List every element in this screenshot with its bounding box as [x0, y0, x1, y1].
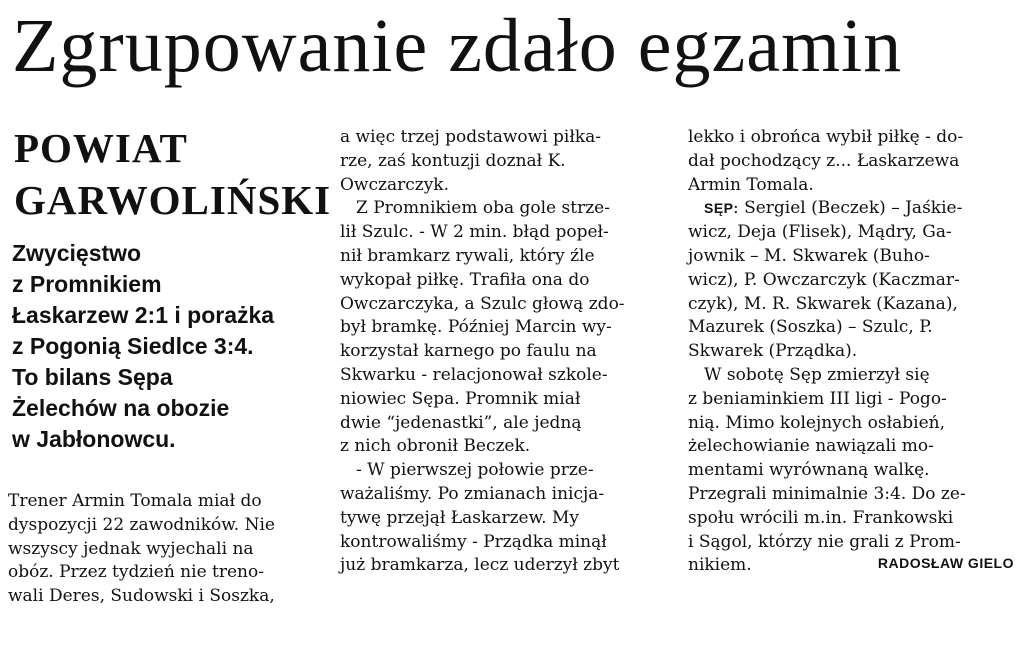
text-line: rze, zaś kontuzji doznał K. [340, 150, 566, 171]
text-line: wszyscy jednak wyjechali na [8, 538, 254, 559]
text-line: i Sągol, którzy nie grali z Prom- [688, 531, 961, 552]
text-line: Skwarku - relacjonował szkole- [340, 364, 608, 385]
lineup-line: jownik – M. Skwarek (Buho- [688, 245, 930, 266]
lead-line: Zwycięstwo [12, 240, 142, 266]
text-line: Przegrali minimalnie 3:4. Do ze- [688, 483, 966, 504]
text-line: już bramkarza, lecz uderzył zbyt [340, 555, 620, 576]
text-line: lekko i obrońca wybił piłkę - do- [688, 127, 964, 147]
text-line: ważaliśmy. Po zmianach inicja- [340, 483, 605, 504]
lead-line: w Jabłonowcu. [12, 426, 176, 452]
text-line: nią. Mimo kolejnych osłabień, [688, 412, 946, 433]
text-line: tywę przejął Łaskarzew. My [340, 507, 579, 528]
lineup-line: Mazurek (Soszka) – Szulc, P. [688, 317, 933, 338]
text-line: dyspozycji 22 zawodników. Nie [8, 514, 275, 535]
lineup-line: Skwarek (Prządka). [688, 341, 858, 362]
section-heading-line: POWIAT [14, 125, 188, 171]
text-line: z beniaminkiem III ligi - Pogo- [688, 388, 947, 409]
lead-line: z Pogonią Siedlce 3:4. [12, 333, 254, 359]
article-column-3 [688, 126, 1014, 578]
lineup-text: Sergiel (Beczek) – Jaśkie- [744, 198, 963, 219]
article-column-2 [340, 126, 668, 578]
text-line: społu wrócili m.in. Frankowski [688, 507, 954, 528]
lineup-line [688, 197, 1014, 221]
text-line: Armin Tomala. [688, 174, 814, 195]
lead-line: To bilans Sępa [12, 364, 173, 390]
text-line: a więc trzej podstawowi piłka- [340, 127, 602, 147]
text-line: nił bramkarz rywali, który źle [340, 245, 595, 266]
text-line: był bramkę. Później Marcin wy- [340, 317, 612, 338]
text-line: Owczarczyka, a Szulc głową zdo- [340, 293, 625, 314]
section-heading [14, 122, 332, 226]
section-heading-line: GARWOLIŃSKI [14, 177, 332, 223]
text-line: kontrowaliśmy - Prządka minął [340, 531, 607, 552]
text-line: wykopał piłkę. Trafiła ona do [340, 269, 590, 290]
lineup-line: wicz), P. Owczarczyk (Kaczmar- [688, 269, 960, 290]
text-line: Owczarczyk. [340, 174, 450, 195]
text-line: mentami wyrównaną walkę. [688, 460, 930, 481]
text-line: niowiec Sępa. Promnik miał [340, 388, 581, 409]
lead-paragraph [12, 238, 332, 455]
text-line: - W pierwszej połowie prze- [356, 460, 594, 481]
text-line: Trener Armin Tomala miał do [8, 491, 262, 511]
text-line: dał pochodzący z... Łaskarzewa [688, 150, 960, 171]
text-line: W sobotę Sęp zmierzył się [704, 364, 930, 385]
headline: Zgrupowanie zdało egzamin [12, 4, 903, 88]
text-line: dwie “jedenastki”, ale jedną [340, 412, 582, 433]
lead-line: Łaskarzew 2:1 i porażka [12, 302, 275, 328]
text-line: korzystał karnego po faulu na [340, 341, 597, 362]
text-line: nikiem. [688, 555, 752, 576]
lead-line: z Promnikiem [12, 271, 162, 297]
text-line: wali Deres, Sudowski i Soszka, [8, 586, 275, 607]
text-line: lił Szulc. - W 2 min. błąd popeł- [340, 222, 609, 243]
lead-line: Żelechów na obozie [12, 395, 230, 421]
text-line: Z Promnikiem oba gole strze- [356, 198, 610, 219]
article-column-1 [8, 490, 326, 609]
lineup-line: czyk), M. R. Skwarek (Kazana), [688, 293, 958, 314]
text-line: obóz. Przez tydzień nie treno- [8, 562, 264, 583]
last-line [688, 554, 1014, 578]
text-line: żelechowianie nawiązali mo- [688, 436, 934, 457]
byline: RADOSŁAW GIELO [877, 555, 1014, 572]
lineup-label: SĘP: [704, 200, 739, 217]
text-line: z nich obronił Beczek. [340, 436, 531, 457]
lineup-line: wicz, Deja (Flisek), Mądry, Ga- [688, 222, 952, 243]
